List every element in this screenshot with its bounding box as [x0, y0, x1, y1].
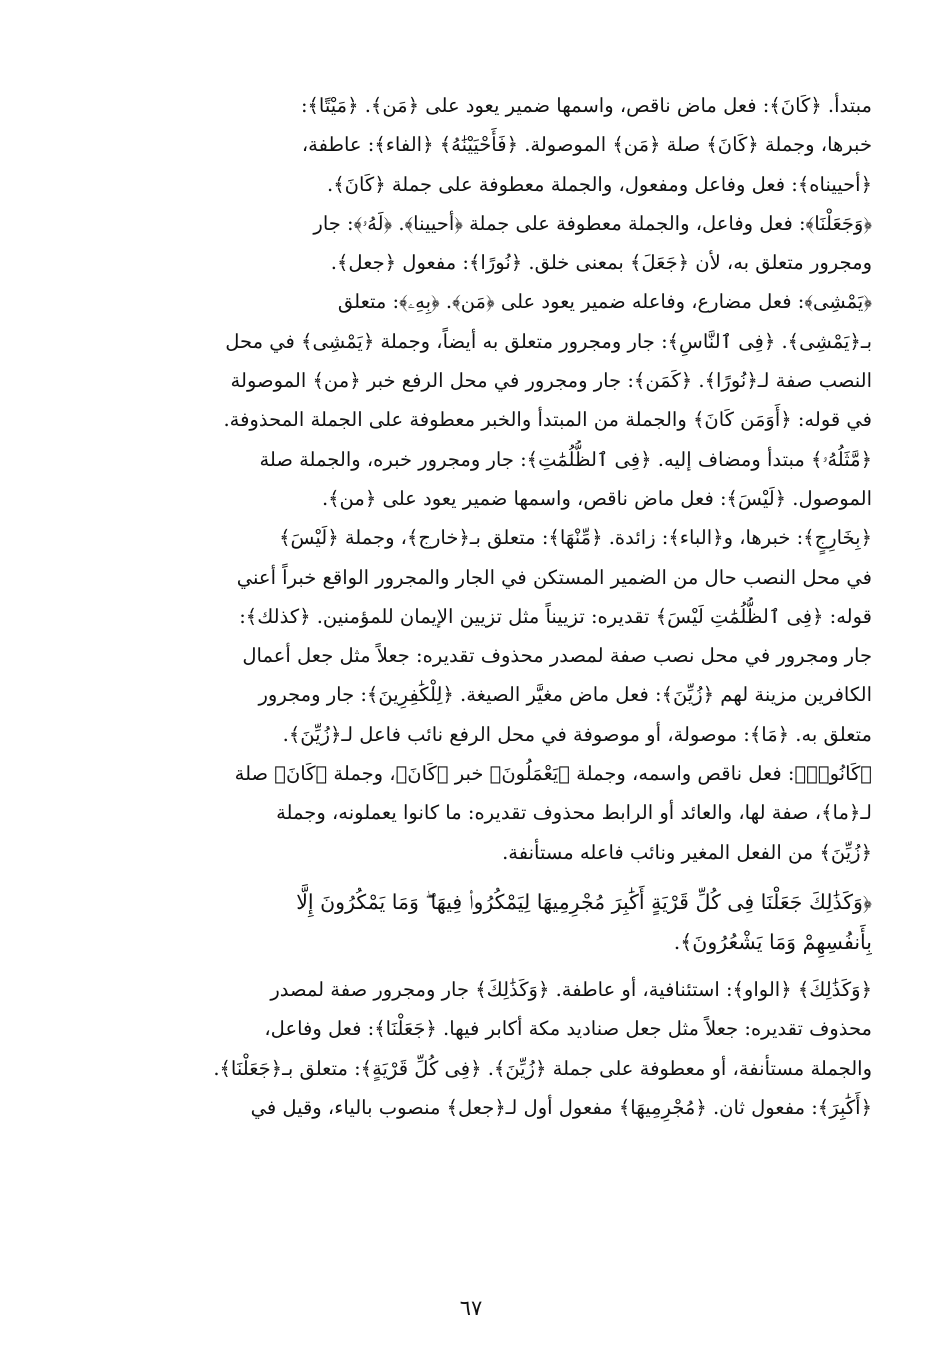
- text-line: بـ﴿يَمْشِى﴾. ﴿فِى ٱلنَّاسِ﴾: جار ومجرور متعلق به أيضاً، وجملة ﴿يَمْشِى﴾ في محل: [225, 329, 872, 353]
- text-line: جار ومجرور في محل نصب صفة لمصدر محذوف تقديره: جعلاً مثل جعل أعمال: [242, 644, 872, 668]
- text-line: ﴿أحييناه﴾: فعل وفاعل ومفعول، والجملة معطوفة على جملة ﴿كَانَ﴾.: [327, 172, 872, 196]
- text-line: في قوله: ﴿أَوَمَن كَانَ﴾ والجملة من المبتدأ والخبر معطوفة على الجملة المحذوفة.: [223, 408, 872, 432]
- verse-line: بِأَنفُسِهِمْ وَمَا يَشْعُرُونَ﴾.: [673, 929, 872, 954]
- text-line: الموصول. ﴿لَيْسَ﴾: فعل ماض ناقص، واسمها ضمير يعود على ﴿من﴾.: [321, 486, 872, 510]
- text-line: مبتدأ. ﴿كَانَ﴾: فعل ماض ناقص، واسمها ضمير يعود على ﴿مَن﴾. ﴿مَيْتًا﴾:: [300, 94, 872, 117]
- text-line: ﴿أَكَٰبِرَ﴾: مفعول ثان. ﴿مُجْرِمِيهَا﴾ مفعول أول لـ﴿جعل﴾ منصوب بالياء، وقيل في: [250, 1095, 872, 1119]
- commentary-paragraph-2: [88, 970, 872, 1127]
- text-line: ﴿بِخَارِجٍ﴾: خبرها، و﴿الباء﴾: زائدة. ﴿مِّنْهَا﴾: متعلق بـ﴿خارج﴾، وجملة ﴿لَيْسَ﴾: [279, 526, 872, 550]
- text-line: محذوف تقديره: جعلاً مثل جعل صناديد مكة أكابر فيها. ﴿جَعَلْنَا﴾: فعل وفاعل،: [264, 1017, 872, 1041]
- text-line: ﴿وَجَعَلْنَا﴾: فعل وفاعل، والجملة معطوفة على جملة ﴿أحيينا﴾. ﴿لَهُۥ﴾: جار: [313, 211, 872, 235]
- text-line: ﴿يَمْشِى﴾: فعل مضارع، وفاعله ضمير يعود على ﴿مَن﴾. ﴿بِهِۦ﴾: متعلق: [337, 290, 872, 314]
- text-line: ومجرور متعلق به، لأن ﴿جَعَلَ﴾ بمعنى خلق. ﴿نُورًا﴾: مفعول ﴿جعل﴾.: [330, 251, 872, 275]
- text-line: خبرها، وجملة ﴿كَانَ﴾ صلة ﴿مَن﴾ الموصولة. ﴿فَأَحْيَيْنَٰهُ﴾ ﴿الفاء﴾: عاطفة،: [301, 133, 872, 157]
- text-line: الكافرين مزينة لهم ﴿زُيِّنَ﴾: فعل ماض مغيَّر الصيغة. ﴿لِلْكَٰفِرِينَ﴾: جار ومجرور: [258, 683, 872, 707]
- text-line: ﴿مَّثَلُهُۥ﴾ مبتدأ ومضاف إليه. ﴿فِى ٱلظُّلُمَٰتِ﴾: جار ومجرور خبره، والجملة صلة: [259, 447, 872, 471]
- text-line: قوله: ﴿فِى ٱلظُّلُمَٰتِ لَيْسَ﴾ تقديره: تزييناً مثل تزيين الإيمان للمؤمنين. ﴿كذلك﴾:: [239, 604, 872, 628]
- quran-verse: [88, 882, 872, 962]
- commentary-paragraph-1: [88, 86, 872, 872]
- text-line: ﴿وَكَذَٰلِكَ﴾ ﴿الواو﴾: استئنافية، أو عاطفة. ﴿وَكَذَٰلِكَ﴾ جار ومجرور صفة لمصدر: [270, 977, 872, 1001]
- verse-line: ﴿وَكَذَٰلِكَ جَعَلْنَا فِى كُلِّ قَرْيَةٍ أَكَٰبِرَ مُجْرِمِيهَا لِيَمْكُرُوا۟ فِيهَا ۖ وَمَا يَمْكُرُونَ إِلَّا: [296, 889, 872, 914]
- text-line: ﴿زُيِّنَ﴾ من الفعل المغير ونائب فاعله مستأنفة.: [502, 840, 872, 864]
- text-line: والجملة مستأنفة، أو معطوفة على جملة ﴿زُيِّنَ﴾. ﴿فِى كُلِّ قَرْيَةٍ﴾: متعلق بـ﴿جَعَلْنَا﴾.: [213, 1056, 872, 1080]
- text-line: ﴿كَانُوا۟﴾: فعل ناقص واسمه، وجملة ﴿يَعْمَلُونَ﴾ خبر ﴿كَانَ﴾، وجملة ﴿كَانَ﴾ صلة: [234, 762, 872, 786]
- text-line: في محل النصب حال من الضمير المستكن في الجار والمجرور الواقع خبراً أعني: [236, 565, 872, 589]
- text-line: متعلق به. ﴿مَا﴾: موصولة، أو موصوفة في محل الرفع نائب فاعل لـ﴿زُيِّنَ﴾.: [282, 722, 872, 746]
- page-number: ٦٧: [459, 1296, 483, 1320]
- document-page: [88, 86, 872, 1286]
- text-line: النصب صفة لـ﴿نُورًا﴾. ﴿كَمَن﴾: جار ومجرور في محل الرفع خبر ﴿من﴾ الموصولة: [230, 369, 872, 393]
- text-line: لـ﴿ما﴾، صفة لها، والعائد أو الرابط محذوف تقديره: ما كانوا يعملونه، وجملة: [276, 801, 872, 825]
